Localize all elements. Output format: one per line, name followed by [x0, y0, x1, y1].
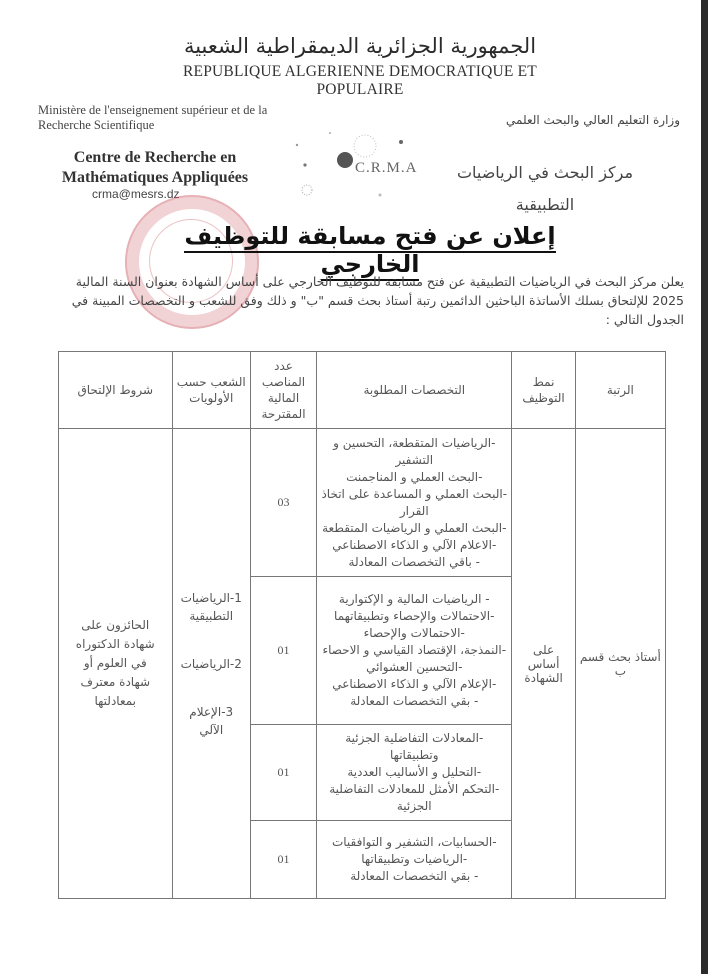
branch-item: 3-الإعلام الآلي: [189, 704, 234, 737]
centre-name-ar-line2: التطبيقية: [515, 195, 575, 214]
header-rank: الرتبة: [575, 352, 665, 429]
specialty-item: -الاعلام الآلي و الذكاء الاصطناعي: [332, 537, 497, 552]
centre-name-ar: [440, 157, 650, 221]
header-branches: الشعب حسب الأولويات: [172, 352, 250, 429]
positions-table: [58, 351, 666, 899]
cell-positions-2: 01: [250, 577, 316, 725]
announcement-title-text: إعلان عن فتح مسابقة للتوظيف الخارجي: [184, 222, 555, 281]
intro-paragraph: يعلن مركز البحث في الرياضيات التطبيقية عن فتح مسابقة للتوظيف الخارجي على أساس الشهادة بعنوان السنة المالية 2025 للإلتحاق بسلك الأساتذة الباحثين الدائمين رتبة أستاذ بحث قسم "ب" و ذلك وفق للشعب و التخصصات المبينة في الجدول التالي :: [71, 274, 684, 327]
announcement-title: [150, 222, 590, 278]
ministry-ar: وزارة التعليم العالي والبحث العلمي: [506, 113, 680, 127]
specialty-item: -المعادلات التفاضلية الجزئية وتطبيقاتها: [345, 731, 484, 762]
header-conditions: شروط الإلتحاق: [59, 352, 173, 429]
republic-title-ar: الجمهورية الجزائرية الديمقراطية الشعبية: [183, 34, 537, 58]
centre-name-ar-line1: مركز البحث في الرياضيات: [456, 163, 634, 182]
branch-item: 2-الرياضيات: [180, 656, 242, 671]
cell-specialties-2: [317, 577, 512, 725]
ministry-fr: Ministère de l'enseignement supérieur et de la Recherche Scientifique: [38, 103, 268, 132]
header-positions: عدد المناصب المالية المقترحة: [250, 352, 316, 429]
crma-logo-icon: [260, 100, 420, 200]
branch-item: 1-الرياضيات التطبيقية: [180, 590, 242, 623]
specialty-item: -التحسين العشوائي: [366, 660, 463, 674]
specialty-item: - بقي التخصصات المعادلة: [350, 869, 479, 883]
republic-title-fr: REPUBLIQUE ALGERIENNE DEMOCRATIQUE ET POPULAIRE: [183, 63, 537, 98]
logo-text: C.R.M.A: [355, 160, 418, 176]
cell-mode: على أساس الشهادة: [512, 429, 575, 899]
centre-name-fr-line1: Centre de Recherche en: [73, 149, 237, 166]
specialty-item: - باقي التخصصات المعادلة: [348, 554, 480, 569]
specialty-item: -الاحتمالات والإحصاء وتطبيقاتهما: [334, 609, 495, 623]
cell-specialties-4: [317, 821, 512, 899]
specialty-item: -النمذجة، الإقتصاد القياسي و الاحصاء: [322, 643, 507, 657]
centre-name-fr: [40, 148, 270, 188]
specialty-item: - بقي التخصصات المعادلة: [350, 694, 479, 708]
email: crma@mesrs.dz: [92, 187, 180, 201]
specialty-item: -البحث العملي و المناجمنت: [346, 469, 483, 484]
specialty-item: -التحليل و الأساليب العددية: [347, 765, 482, 779]
cell-positions-1: 03: [250, 429, 316, 577]
specialty-item: -البحث العملي و الرياضيات المتقطعة: [322, 520, 507, 535]
centre-name-fr-line2: Mathématiques Appliquées: [61, 169, 249, 186]
specialty-item: -الرياضيات المتقطعة، التحسين و التشفير: [333, 435, 496, 467]
table-header-row: [59, 352, 666, 429]
specialty-item: -الحسابيات، التشفير و التوافقيات: [331, 835, 497, 849]
specialty-item: -الرياضيات وتطبيقاتها: [361, 852, 468, 866]
specialty-item: -الاحتمالات والإحصاء: [363, 626, 465, 640]
cell-positions-3: 01: [250, 725, 316, 821]
scan-edge: [701, 0, 708, 974]
cell-rank: أستاذ بحث قسم ب: [575, 429, 665, 899]
cell-specialties-1: [317, 429, 512, 577]
header-specialties: التخصصات المطلوبة: [317, 352, 512, 429]
cell-positions-4: 01: [250, 821, 316, 899]
cell-specialties-3: [317, 725, 512, 821]
cell-conditions: الحائزون على شهادة الدكتوراه في العلوم أو شهادة معترف بمعادلتها: [59, 429, 173, 899]
table-row: [59, 429, 666, 577]
header-mode: نمط التوظيف: [512, 352, 575, 429]
specialty-item: - الرياضيات المالية و الإكتوارية: [338, 592, 490, 606]
specialty-item: -الإعلام الآلي و الذكاء الاصطناعي: [332, 677, 497, 691]
specialty-item: -البحث العملي و المساعدة على اتخاذ القرار: [321, 486, 508, 518]
cell-branches: [172, 429, 250, 899]
specialty-item: -التحكم الأمثل للمعادلات التفاضلية الجزئية: [329, 782, 500, 813]
